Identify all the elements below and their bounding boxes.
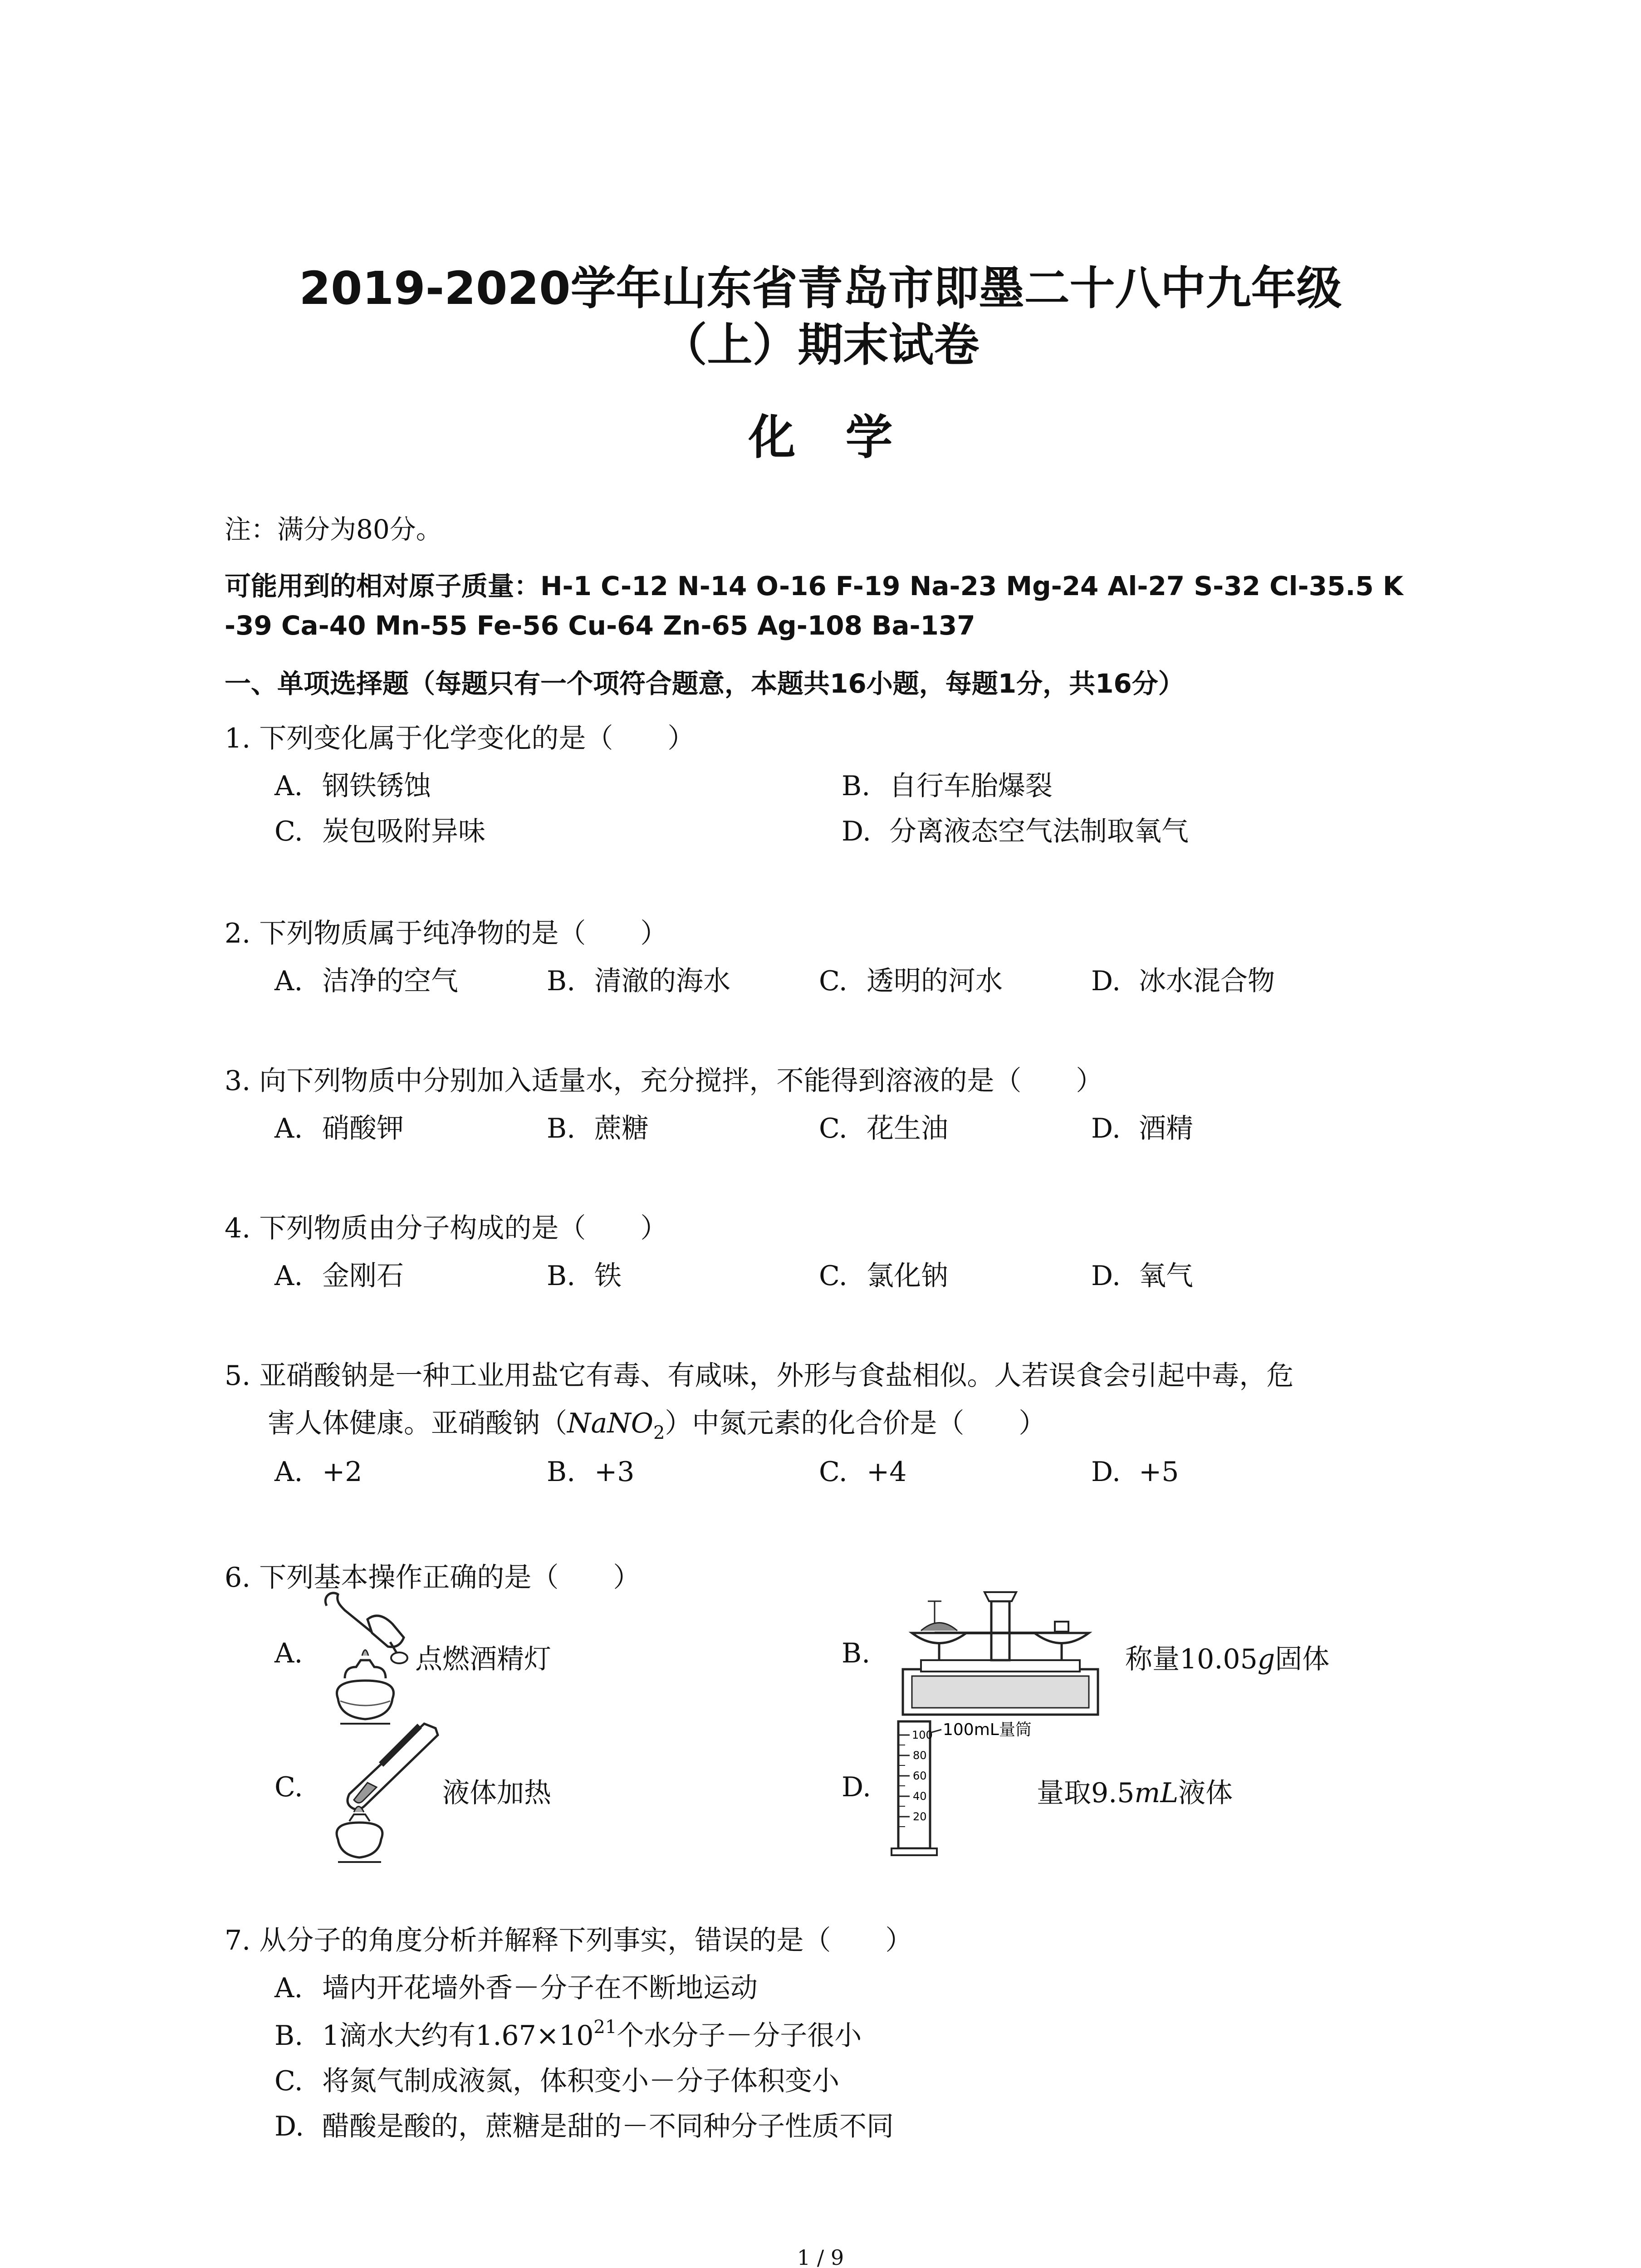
subject-title: 化学 [748,410,943,465]
q6-option-d-label[interactable]: D. [842,1771,872,1803]
q6-option-d-text: 量取9.5mL液体 [1037,1777,1233,1809]
q3-option-c[interactable]: C. 花生油 [819,1113,948,1144]
q5-option-b[interactable]: B. +3 [547,1456,635,1488]
q6-option-a-text: 点燃酒精灯 [415,1643,551,1675]
q6-option-b-label[interactable]: B. [842,1637,871,1669]
q7-option-a[interactable]: A. 墙内开花墙外香－分子在不断地运动 [274,1972,758,2004]
q1-option-b[interactable]: B. 自行车胎爆裂 [842,770,1053,802]
q2-option-b[interactable]: B. 清澈的海水 [547,965,730,997]
q5-option-a[interactable]: A. +2 [274,1456,362,1488]
title-line-2: （上）期末试卷 [661,318,980,371]
test-tube-heating-icon [313,1719,445,1869]
cylinder-tick-60: 60 [913,1769,927,1782]
q4-option-c[interactable]: C. 氯化钠 [819,1260,948,1292]
cylinder-tick-100: 100 [912,1729,933,1741]
q4-stem: 4. 下列物质由分子构成的是（ ） [225,1212,668,1244]
q1-stem: 1. 下列变化属于化学变化的是（ ） [225,723,695,754]
q5-formula-subscript: 2 [653,1422,665,1443]
cylinder-label: 100mL量筒 [943,1721,1032,1739]
q2-option-a[interactable]: A. 洁净的空气 [274,965,458,997]
alcohol-lamp-lit-by-lamp-icon [313,1588,431,1742]
q3-option-a[interactable]: A. 硝酸钾 [274,1113,404,1144]
page-number: 1 / 9 [797,2245,844,2268]
q5-option-c[interactable]: C. +4 [819,1456,907,1488]
q5-stem-line-2: 害人体健康。亚硝酸钠（NaNO$_2$）中氮元素的化合价是（ ） [268,1408,1046,1443]
q7-option-b[interactable]: B. 1滴水大约有$1.67\times 10^{21}$个水分子－分子很小 [274,2017,862,2052]
q1-option-d[interactable]: D. 分离液态空气法制取氧气 [842,816,1189,847]
q4-option-d[interactable]: D. 氧气 [1091,1260,1193,1292]
q5-option-d[interactable]: D. +5 [1091,1456,1179,1488]
q1-option-a[interactable]: A. 钢铁锈蚀 [274,770,431,802]
cylinder-tick-40: 40 [913,1790,927,1803]
graduated-cylinder-icon [889,1717,1062,1857]
cylinder-tick-80: 80 [913,1749,927,1762]
q4-option-b[interactable]: B. 铁 [547,1260,622,1292]
q3-stem: 3. 向下列物质中分别加入适量水，充分搅拌，不能得到溶液的是（ ） [225,1065,1103,1097]
atomic-masses-line-1: 可能用到的相对原子质量：H-1 C-12 N-14 O-16 F-19 Na-23 Mg-24 Al-27 S-32 Cl-35.5 K [225,571,1403,601]
q4-option-a[interactable]: A. 金刚石 [274,1260,404,1292]
q2-option-d[interactable]: D. 冰水混合物 [1091,965,1275,997]
q7-option-d[interactable]: D. 醋酸是酸的，蔗糖是甜的－不同种分子性质不同 [274,2111,894,2142]
q5-stem-line-1: 5. 亚硝酸钠是一种工业用盐它有毒、有咸味，外形与食盐相似。人若误食会引起中毒，危 [225,1360,1294,1392]
score-note: 注：满分为80分。 [225,514,442,545]
q1-option-c[interactable]: C. 炭包吸附异味 [274,816,485,847]
q6-option-c-label[interactable]: C. [274,1771,303,1803]
section-1-heading: 一、单项选择题（每题只有一个项符合题意，本题共16小题，每题1分，共16分） [225,668,1185,699]
q3-option-b[interactable]: B. 蔗糖 [547,1113,649,1144]
q3-option-d[interactable]: D. 酒精 [1091,1113,1193,1144]
q2-option-c[interactable]: C. 透明的河水 [819,965,1003,997]
q2-stem: 2. 下列物质属于纯净物的是（ ） [225,918,668,949]
q6-option-b-text: 称量10.05g固体 [1125,1643,1330,1675]
q5-formula: NaNO [567,1408,653,1439]
atomic-masses-line-2: -39 Ca-40 Mn-55 Fe-56 Cu-64 Zn-65 Ag-108 Ba-137 [225,610,975,641]
cylinder-tick-20: 20 [913,1810,927,1823]
q6-option-c-text: 液体加热 [442,1777,551,1809]
balance-scale-icon [894,1574,1107,1724]
q7-stem: 7. 从分子的角度分析并解释下列事实，错误的是（ ） [225,1925,913,1956]
q6-option-a-label[interactable]: A. [274,1637,303,1669]
title-line-1: 2019-2020学年山东省青岛市即墨二十八中九年级 [299,262,1342,315]
q7-option-c[interactable]: C. 将氮气制成液氮，体积变小－分子体积变小 [274,2065,839,2097]
q6-stem: 6. 下列基本操作正确的是（ ） [225,1562,641,1593]
